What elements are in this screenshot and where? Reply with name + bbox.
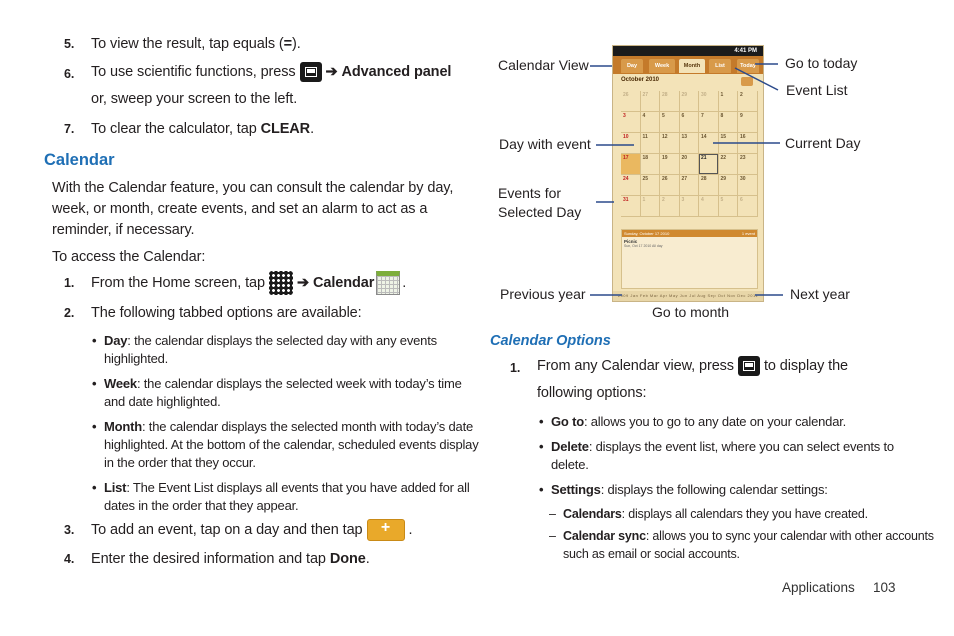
callout-line: Selected Day <box>498 204 582 220</box>
day-cell[interactable]: 27 <box>641 91 661 112</box>
delete-desc: : displays the event list, where you can select events to <box>588 439 894 454</box>
step-text: The following tabbed options are available: <box>91 305 362 321</box>
callout-go-to-month: Go to month <box>652 304 730 320</box>
day-cell[interactable]: 12 <box>660 133 680 154</box>
day-cell[interactable]: 20 <box>680 154 700 175</box>
callout-events-for-selected-day <box>498 184 581 222</box>
intro-line: week, or month, create events, and set an alarm to act as a <box>52 201 428 217</box>
step-number: 7. <box>64 122 75 136</box>
week-term: Week <box>104 376 137 391</box>
sync-desc-line2: such as email or social accounts. <box>563 547 740 561</box>
day-cell[interactable]: 26 <box>621 91 641 112</box>
calendar-label: Calendar <box>313 274 375 291</box>
day-desc: : the calendar displays the selected day with any events <box>127 333 437 348</box>
calendars-term: Calendars <box>563 507 622 521</box>
day-cell[interactable]: 1 <box>641 196 661 217</box>
day-cell[interactable]: 28 <box>660 91 680 112</box>
bullet-delete <box>551 438 894 474</box>
day-cell[interactable]: 29 <box>719 175 739 196</box>
step-text-end: ). <box>292 36 301 52</box>
day-cell[interactable]: 1 <box>719 91 739 112</box>
options-step-1-line2: following options: <box>537 385 647 401</box>
day-cell[interactable]: 13 <box>680 133 700 154</box>
sync-term: Calendar sync <box>563 529 646 543</box>
month-desc-line2: highlighted. At the bottom of the calendar, scheduled events display <box>104 437 479 452</box>
tab-today[interactable]: Today <box>737 59 759 73</box>
step-text: To clear the calculator, tap <box>91 121 257 137</box>
event-name: Picnic <box>624 239 638 244</box>
day-cell[interactable]: 30 <box>699 91 719 112</box>
day-cell[interactable]: 14 <box>699 133 719 154</box>
step-text-end: to display the <box>763 358 849 374</box>
day-cell[interactable]: 3 <box>621 112 641 133</box>
day-cell[interactable]: 5 <box>660 112 680 133</box>
list-term: List <box>104 480 127 495</box>
day-cell[interactable]: 2 <box>738 91 758 112</box>
delete-term: Delete <box>551 439 589 454</box>
step-text-end: . <box>310 121 314 137</box>
day-cell[interactable]: 22 <box>719 154 739 175</box>
step-text: From the Home screen, tap <box>91 274 265 291</box>
step-text: To view the result, tap equals ( <box>91 36 284 52</box>
day-cell[interactable]: 6 <box>680 112 700 133</box>
year-month-bar[interactable]: 2009 Jan Feb Mar Apr May Jun Jul Aug Sep Oct Nov Dec 2011 <box>613 291 763 301</box>
day-term: Day <box>104 333 128 348</box>
day-cell[interactable]: 4 <box>699 196 719 217</box>
day-cell[interactable]: 23 <box>738 154 758 175</box>
intro-line: reminder, if necessary. <box>52 222 195 238</box>
step-number: 5. <box>64 37 75 51</box>
day-cell[interactable]: 10 <box>621 133 641 154</box>
event-count: 1 event <box>741 231 755 236</box>
day-cell[interactable]: 4 <box>641 112 661 133</box>
tab-list[interactable]: List <box>709 59 731 73</box>
bullet-settings <box>551 481 828 499</box>
day-cell[interactable]: 2 <box>660 196 680 217</box>
day-cell[interactable]: 28 <box>699 175 719 196</box>
settings-term: Settings <box>551 482 601 497</box>
day-cell[interactable]: 5 <box>719 196 739 217</box>
day-cell[interactable]: 19 <box>660 154 680 175</box>
step-text: Enter the desired information and tap <box>91 551 326 567</box>
callout-current-day: Current Day <box>785 135 861 151</box>
month-desc-line3: in the order that they occur. <box>104 455 256 470</box>
step-number: 1. <box>510 361 521 375</box>
day-cell[interactable]: 11 <box>641 133 661 154</box>
step-number: 4. <box>64 552 75 566</box>
arrow-icon: ➔ <box>325 64 338 80</box>
step-text: From any Calendar view, press <box>537 358 734 374</box>
step-text: To use scientific functions, press <box>91 64 296 80</box>
step-6-line2: or, sweep your screen to the left. <box>91 91 298 107</box>
event-detail: Sun, Oct 17 2010 All day <box>624 244 663 248</box>
step-text-end: . <box>408 521 413 538</box>
advanced-panel-label: Advanced panel <box>341 64 452 80</box>
day-cell[interactable]: 9 <box>738 112 758 133</box>
list-desc: : The Event List displays all events that you have added for all <box>126 480 470 495</box>
day-desc-line2: highlighted. <box>104 351 169 366</box>
menu-key-icon <box>738 356 760 376</box>
day-cell[interactable]: 17 <box>621 154 641 175</box>
step-number: 2. <box>64 306 75 320</box>
day-cell[interactable]: 30 <box>738 175 758 196</box>
tab-week[interactable]: Week <box>649 59 675 73</box>
day-cell[interactable]: 15 <box>719 133 739 154</box>
week-desc-line2: and date highlighted. <box>104 394 221 409</box>
step-text-end: . <box>365 551 370 567</box>
equals-key: = <box>283 36 293 52</box>
day-cell[interactable]: 7 <box>699 112 719 133</box>
calendars-desc: : displays all calendars they you have created. <box>621 507 868 521</box>
callout-line: Events for <box>498 185 562 201</box>
goto-desc: : allows you to go to any date on your calendar. <box>583 414 847 429</box>
month-title: October 2010 <box>621 77 660 83</box>
week-desc: : the calendar displays the selected week with today’s time <box>136 376 462 391</box>
callout-next-year: Next year <box>790 286 850 302</box>
day-cell[interactable]: 8 <box>719 112 739 133</box>
step-text-end: . <box>402 274 407 291</box>
callout-event-list: Event List <box>786 82 848 98</box>
day-cell[interactable]: 16 <box>738 133 758 154</box>
sub-calendar-sync <box>563 527 934 563</box>
status-time: 4:41 PM <box>734 48 757 54</box>
calendar-heading: Calendar <box>44 151 115 169</box>
calendar-options-heading: Calendar Options <box>490 333 611 349</box>
page-number: 103 <box>873 580 896 595</box>
step-text: To add an event, tap on a day and then tap <box>91 521 363 538</box>
day-cell[interactable]: 29 <box>680 91 700 112</box>
list-desc-line2: dates in the order that they appear. <box>104 498 299 513</box>
callout-previous-year: Previous year <box>500 286 586 302</box>
delete-desc-line2: delete. <box>551 457 589 472</box>
bullet-go-to <box>551 413 846 431</box>
sync-desc: : allows you to sync your calendar with other accounts <box>645 529 934 543</box>
step-number: 3. <box>64 523 75 537</box>
tab-month[interactable]: Month <box>679 59 705 73</box>
month-desc: : the calendar displays the selected month with today’s date <box>141 419 474 434</box>
tab-day[interactable]: Day <box>621 59 643 73</box>
day-cell[interactable]: 3 <box>680 196 700 217</box>
day-cell[interactable]: 31 <box>621 196 641 217</box>
done-label: Done <box>329 551 366 567</box>
day-cell[interactable]: 21 <box>699 154 719 175</box>
callout-go-to-today: Go to today <box>785 55 858 71</box>
callout-calendar-view: Calendar View <box>498 57 589 73</box>
clear-label: CLEAR <box>260 121 311 137</box>
day-cell[interactable]: 24 <box>621 175 641 196</box>
event-date: Sunday, October 17 2010 <box>624 231 670 236</box>
day-cell[interactable]: 6 <box>738 196 758 217</box>
day-cell[interactable]: 25 <box>641 175 661 196</box>
options-step-1 <box>510 358 849 379</box>
access-text: To access the Calendar: <box>52 249 206 265</box>
day-cell[interactable]: 18 <box>641 154 661 175</box>
step-number: 6. <box>64 67 75 81</box>
intro-line: With the Calendar feature, you can consult the calendar by day, <box>52 180 454 196</box>
footer-section: Applications <box>782 580 855 595</box>
sub-calendars <box>563 505 868 523</box>
month-term: Month <box>104 419 142 434</box>
callout-day-with-event: Day with event <box>499 136 591 152</box>
goto-term: Go to <box>551 414 584 429</box>
day-cell[interactable]: 26 <box>660 175 680 196</box>
settings-desc: : displays the following calendar settings: <box>600 482 828 497</box>
step-number: 1. <box>64 276 75 290</box>
arrow-icon: ➔ <box>297 274 310 291</box>
day-cell[interactable]: 27 <box>680 175 700 196</box>
